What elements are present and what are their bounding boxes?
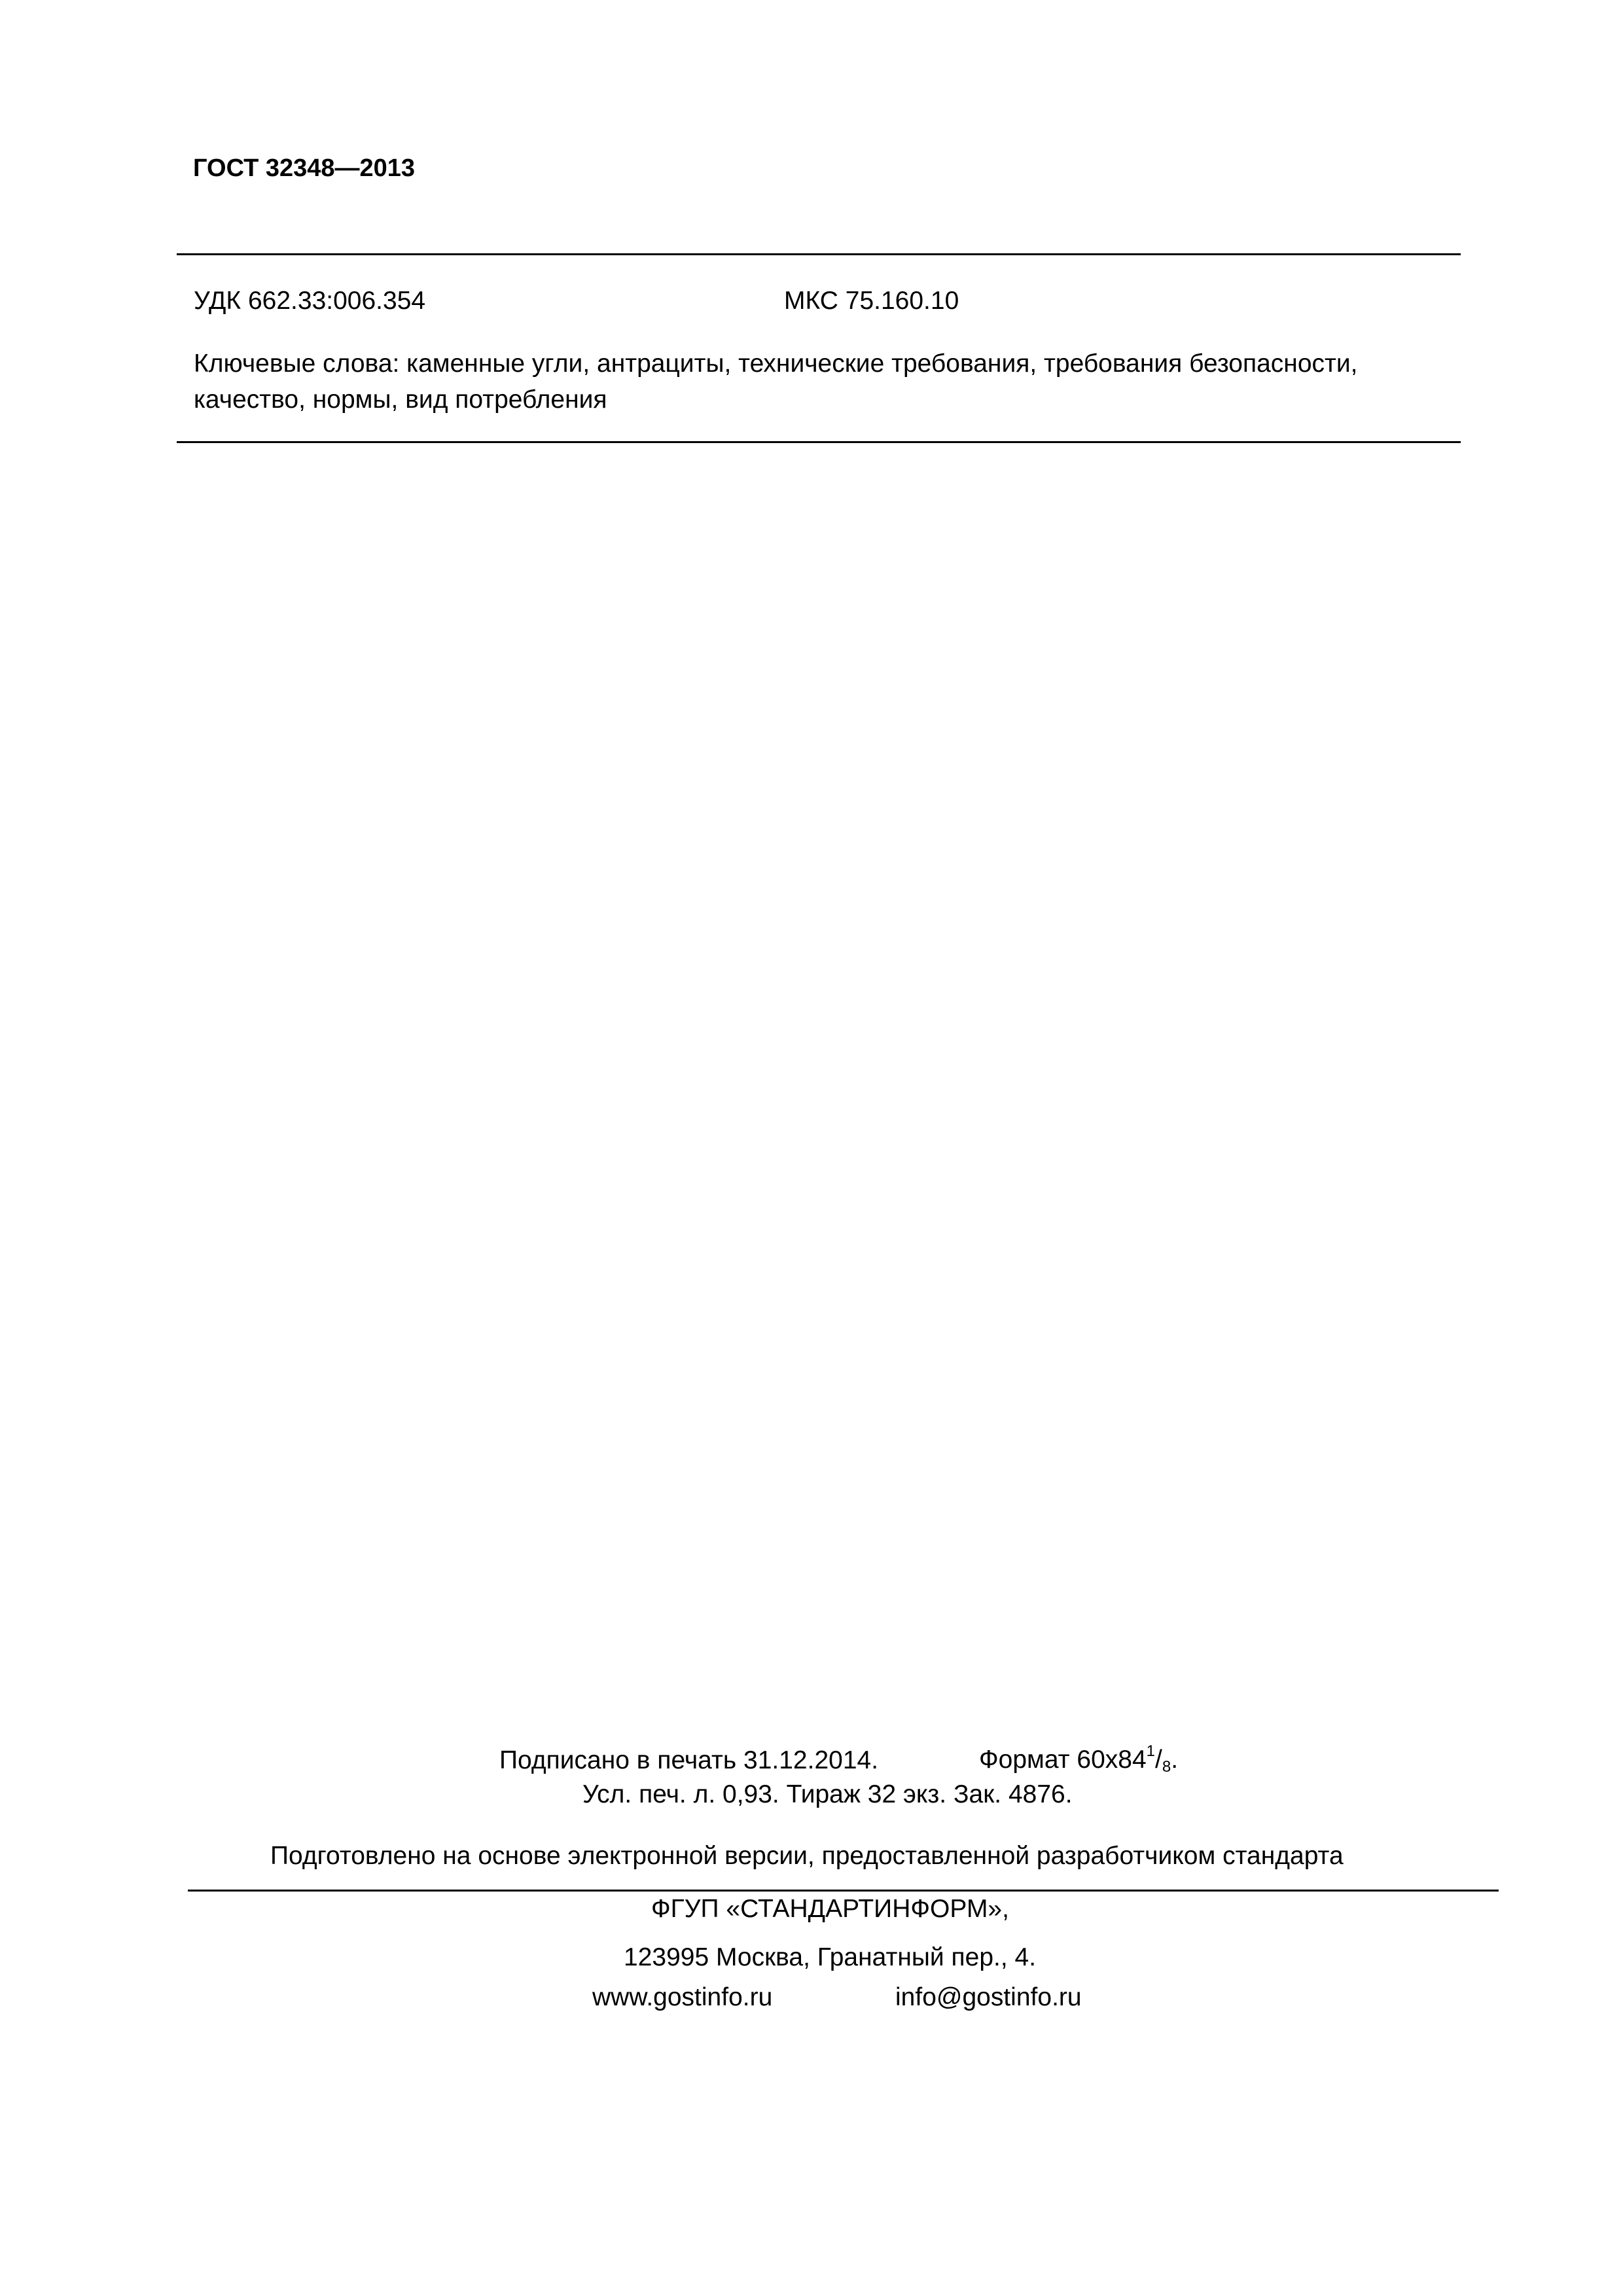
format-superscript: 1 (1146, 1742, 1155, 1760)
format-suffix: . (1171, 1746, 1179, 1774)
middle-divider (177, 441, 1461, 443)
format-prefix: Формат 60x84 (979, 1746, 1147, 1774)
udk-code: УДК 662.33:006.354 (194, 287, 426, 315)
publisher-name: ФГУП «СТАНДАРТИНФОРМ», (651, 1895, 1009, 1923)
mks-code: МКС 75.160.10 (784, 287, 959, 315)
publisher-email[interactable]: info@gostinfo.ru (895, 1983, 1082, 2011)
standard-number: ГОСТ 32348—2013 (193, 154, 416, 182)
format-subscript: 8 (1162, 1758, 1171, 1776)
publisher-website[interactable]: www.gostinfo.ru (592, 1983, 773, 2011)
print-info: Усл. печ. л. 0,93. Тираж 32 экз. Зак. 4876. (582, 1780, 1073, 1808)
top-divider (177, 253, 1461, 255)
paper-format (979, 1742, 1178, 1776)
publisher-address: 123995 Москва, Гранатный пер., 4. (624, 1943, 1037, 1971)
keywords: Ключевые слова: каменные угли, антрациты, технические требования, требования безопасности, качество, нормы, вид потребления (194, 350, 1358, 414)
prepared-note: Подготовлено на основе электронной версии, предоставленной разработчиком стандарта (270, 1842, 1344, 1870)
signed-to-print: Подписано в печать 31.12.2014. (499, 1746, 879, 1774)
bottom-divider (188, 1890, 1499, 1892)
format-slash: / (1155, 1746, 1162, 1774)
